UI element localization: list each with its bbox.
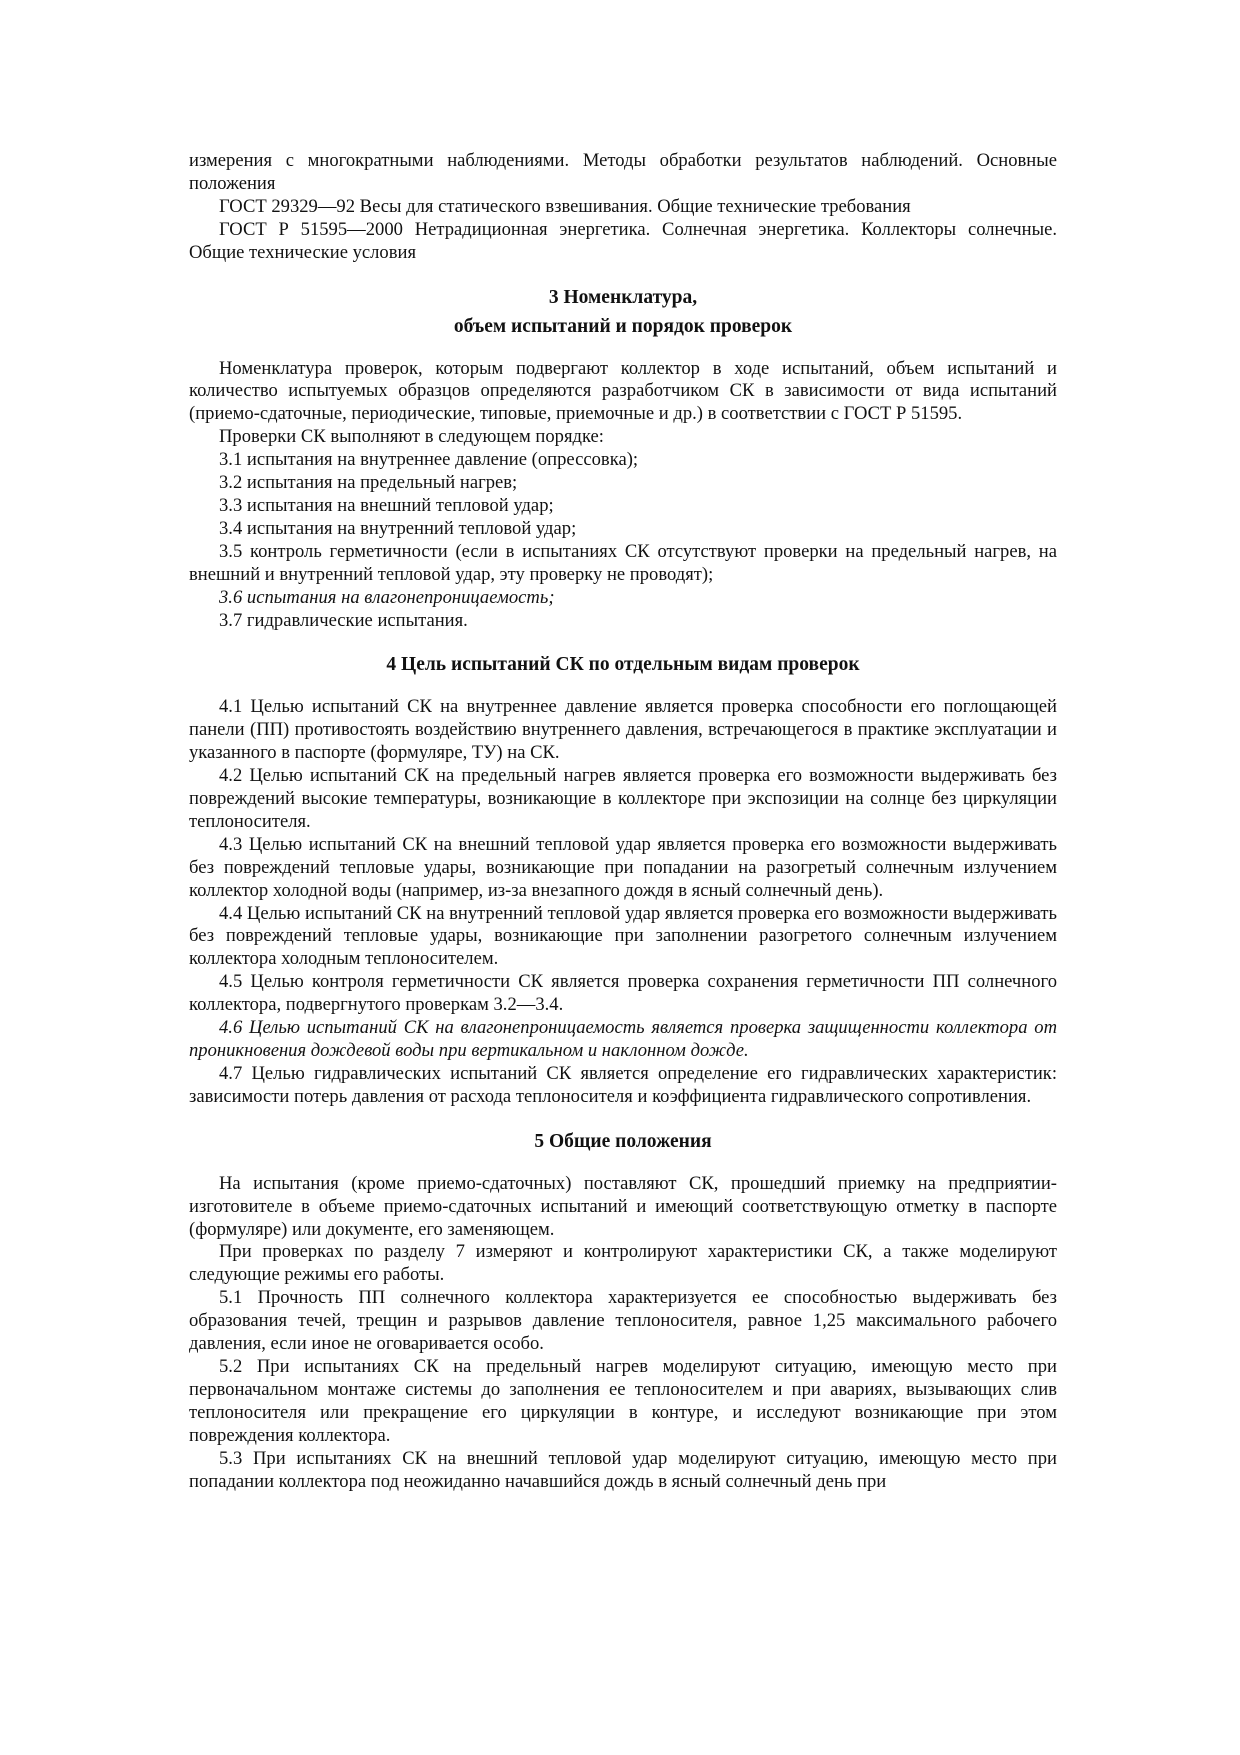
document-page (189, 150, 1057, 1493)
clause-4-4: 4.4 Целью испытаний СК на внутренний тепловой удар является проверка его возможности выдерживать без повреждений тепловые удары, возникающие при заполнении разогретого солнечным излучением коллектора холодным теплоносителем. (189, 902, 1057, 970)
clause-5-2: 5.2 При испытаниях СК на предельный нагрев моделируют ситуацию, имеющую место при первоначальном монтаже системы до заполнения ее теплоносителем и при авариях, вызывающих слив теплоносителя или прекращение его циркуляции в контуре, и исследуют возникающие при этом повреждения коллектора. (189, 1355, 1057, 1446)
reference-gost-29329: ГОСТ 29329—92 Весы для статического взвешивания. Общие технические требования (219, 195, 911, 217)
clause-4-5: 4.5 Целью контроля герметичности СК является проверка сохранения герметичности ПП солнечного коллектора, подвергнутого проверкам 3.2—3.4. (189, 971, 1057, 1016)
section-3-heading-line-1: 3 Номенклатура, (548, 286, 698, 308)
list-item-3-1: 3.1 испытания на внутреннее давление (опрессовка); (219, 449, 639, 471)
clause-5-3: 5.3 При испытаниях СК на внешний тепловой удар моделируют ситуацию, имеющую место при попадании коллектора под неожиданно начавшийся дождь в ясный солнечный день при (189, 1447, 1057, 1492)
list-item-3-4: 3.4 испытания на внутренний тепловой удар; (219, 517, 577, 539)
clause-4-7: 4.7 Целью гидравлических испытаний СК является определение его гидравлических характеристик: зависимости потерь давления от расхода теплоносителя и коэффициента гидравлического сопротивления. (189, 1062, 1057, 1107)
clause-4-3: 4.3 Целью испытаний СК на внешний тепловой удар является проверка его возможности выдерживать без повреждений тепловые удары, возникающие при попадании на разогретый солнечным излучением коллектор холодной воды (например, из-за внезапного дождя в ясный солнечный день). (189, 833, 1057, 901)
list-item-3-3: 3.3 испытания на внешний тепловой удар; (219, 494, 554, 516)
intro-paragraph: измерения с многократными наблюдениями. Методы обработки результатов наблюдений. Основные положения (189, 150, 1057, 194)
clause-4-1: 4.1 Целью испытаний СК на внутреннее давление является проверка способности его поглощающей панели (ПП) противостоять воздействию внутреннего давления, встречающегося в практике эксплуатации и указанного в паспорте (формуляре, ТУ) на СК. (189, 696, 1057, 764)
clause-5-1: 5.1 Прочность ПП солнечного коллектора характеризуется ее способностью выдерживать без образования течей, трещин и разрывов давление теплоносителя, равное 1,25 максимального рабочего давления, если иное не оговаривается особо. (189, 1287, 1057, 1355)
section-5-heading: 5 Общие положения (534, 1130, 712, 1152)
section-5-paragraph: На испытания (кроме приемо-сдаточных) поставляют СК, прошедший приемку на предприятии-изготовителе в объеме приемо-сдаточных испытаний и имеющий соответствующую отметку в паспорте (формуляре) или документе, его заменяющем. (189, 1172, 1057, 1240)
list-item-3-2: 3.2 испытания на предельный нагрев; (219, 472, 518, 494)
section-3-paragraph: Номенклатура проверок, которым подвергают коллектор в ходе испытаний, объем испытаний и количество испытуемых образцов определяются разработчиком СК в зависимости от вида испытаний (приемо-сдаточные, периодические, типовые, приемочные и др.) в соответствии с ГОСТ Р 51595. (189, 357, 1057, 425)
section-4-heading: 4 Цель испытаний СК по отдельным видам проверок (386, 654, 860, 676)
section-3-heading-line-2: объем испытаний и порядок проверок (453, 315, 793, 337)
section-3-heading (189, 283, 1057, 341)
clause-4-6: 4.6 Целью испытаний СК на влагонепроницаемость является проверка защищенности коллектора от проникновения дождевой воды при вертикальном и наклонном дожде. (189, 1017, 1057, 1061)
list-item-3-6: 3.6 испытания на влагонепроницаемость; (219, 586, 555, 608)
reference-gost-r-51595: ГОСТ Р 51595—2000 Нетрадиционная энергетика. Солнечная энергетика. Коллекторы солнечные. Общие технические условия (189, 218, 1057, 263)
section-5-paragraph: При проверках по разделу 7 измеряют и контролируют характеристики СК, а также моделируют следующие режимы его работы. (189, 1241, 1057, 1286)
clause-4-2: 4.2 Целью испытаний СК на предельный нагрев является проверка его возможности выдерживать без повреждений высокие температуры, возникающие в коллекторе при экспозиции на солнце без циркуляции теплоносителя. (189, 765, 1057, 832)
list-item-3-5: 3.5 контроль герметичности (если в испытаниях СК отсутствуют проверки на предельный нагрев, на внешний и внутренний тепловой удар, эту проверку не проводят); (189, 540, 1057, 585)
list-item-3-7: 3.7 гидравлические испытания. (219, 609, 468, 631)
section-3-paragraph: Проверки СК выполняют в следующем порядке: (219, 426, 604, 448)
